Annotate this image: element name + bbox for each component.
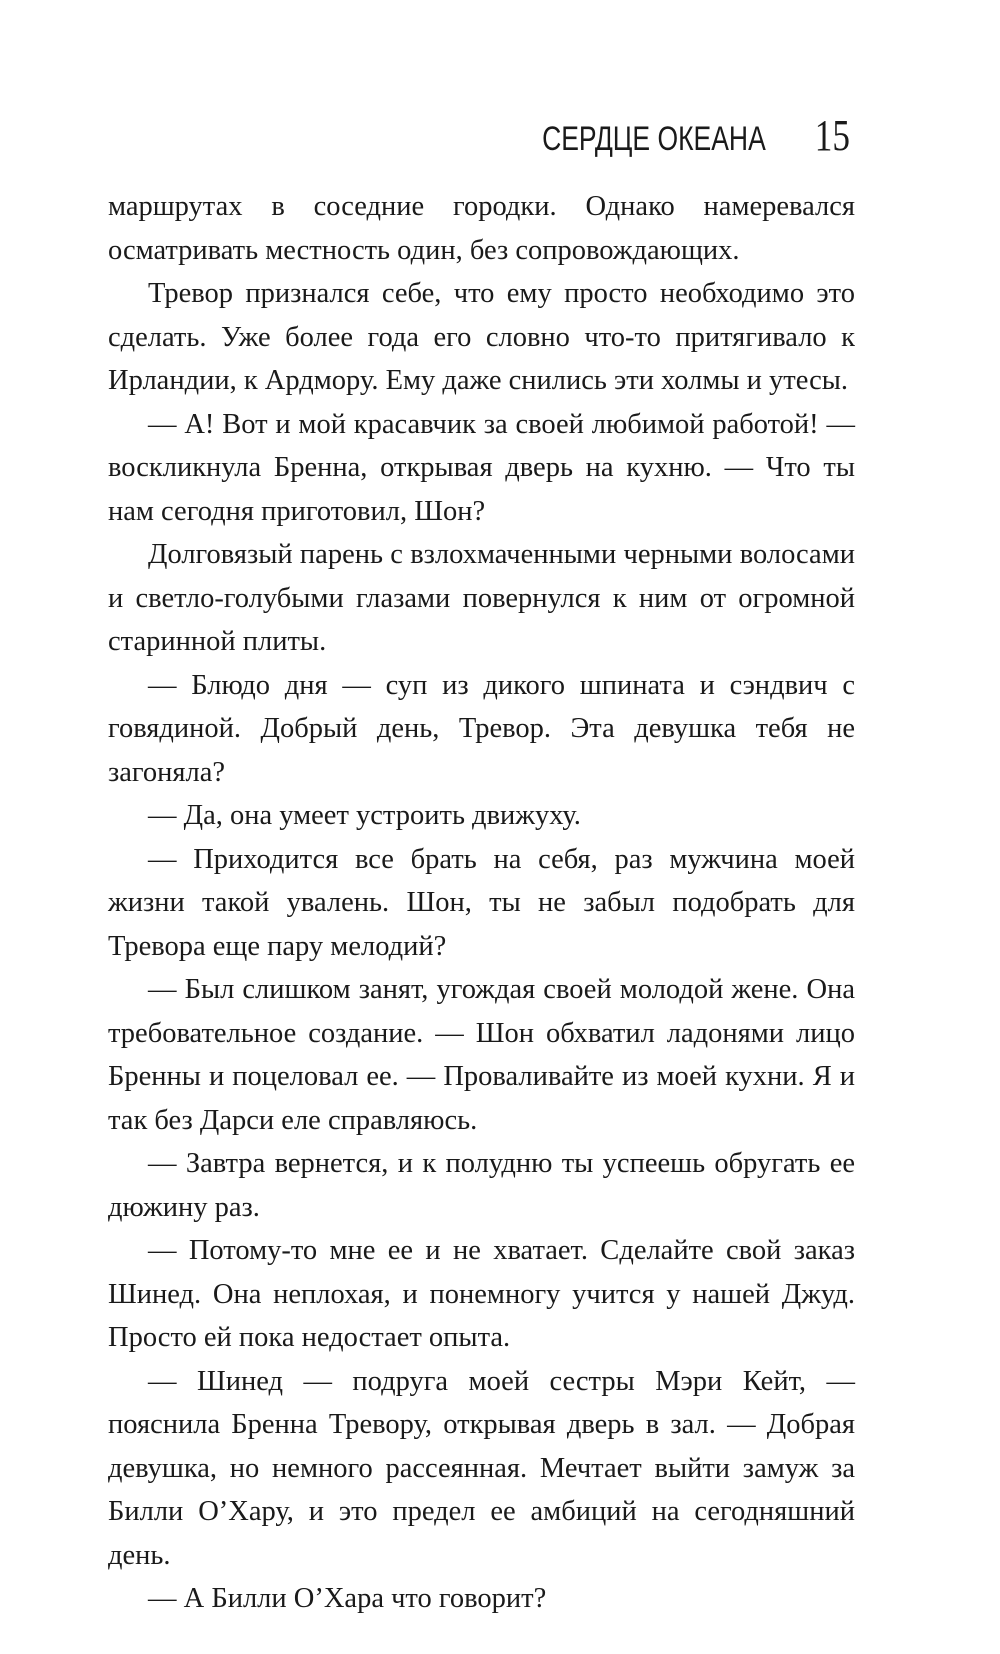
paragraph: — Блюдо дня — суп из дикого шпината и сэндвич с говядиной. Добрый день, Тревор. Эта девушка тебя не загоняла? xyxy=(108,669,855,788)
paragraph: маршрутах в соседние городки. Однако намеревался осматривать местность один, без сопровождающих. xyxy=(108,191,855,266)
running-head xyxy=(479,110,850,161)
paragraph: — Да, она умеет устроить движуху. xyxy=(148,800,581,831)
paragraph: — А Билли О’Хара что говорит? xyxy=(148,1583,547,1614)
paragraph: — Потому-то мне ее и не хватает. Сделайте свой заказ Шинед. Она неплохая, и понемногу учится у нашей Джуд. Просто ей пока недостает опыта. xyxy=(108,1235,855,1353)
paragraph: — Приходится все брать на себя, раз мужчина моей жизни такой увалень. Шон, ты не забыл подобрать для Тревора еще пару мелодий? xyxy=(108,843,855,962)
paragraph: — А! Вот и мой красавчик за своей любимой работой! — воскликнула Бренна, открывая дверь на кухню. — Что ты нам сегодня приготовил, Шон? xyxy=(108,408,855,527)
paragraph: Тревор признался себе, что ему просто необходимо это сделать. Уже более года его словно что-то притягивало к Ирландии, к Ардмору. Ему даже снились эти холмы и утесы. xyxy=(108,278,855,396)
paragraph: Долговязый парень с взлохмаченными черными волосами и светло-голубыми глазами повернулся к ним от огромной старинной плиты. xyxy=(108,539,855,657)
paragraph: — Был слишком занят, угождая своей молодой жене. Она требовательное создание. — Шон обхватил ладонями лицо Бренны и поцеловал ее. — Проваливайте из моей кухни. Я и так без Дарси еле справляюсь. xyxy=(108,974,855,1136)
page-number: 15 xyxy=(814,111,850,160)
book-title: СЕРДЦЕ ОКЕАНА xyxy=(542,120,766,158)
paragraph: — Завтра вернется, и к полудню ты успеешь обругать ее дюжину раз. xyxy=(108,1148,855,1223)
paragraph: — Шинед — подруга моей сестры Мэри Кейт, — пояснила Бренна Тревору, открывая дверь в зал. — Добрая девушка, но немного рассеянная. Мечтает выйти замуж за Билли О’Хару, и это предел ее амбиций на сегодняшний день. xyxy=(108,1365,855,1571)
body-text xyxy=(108,185,855,1621)
